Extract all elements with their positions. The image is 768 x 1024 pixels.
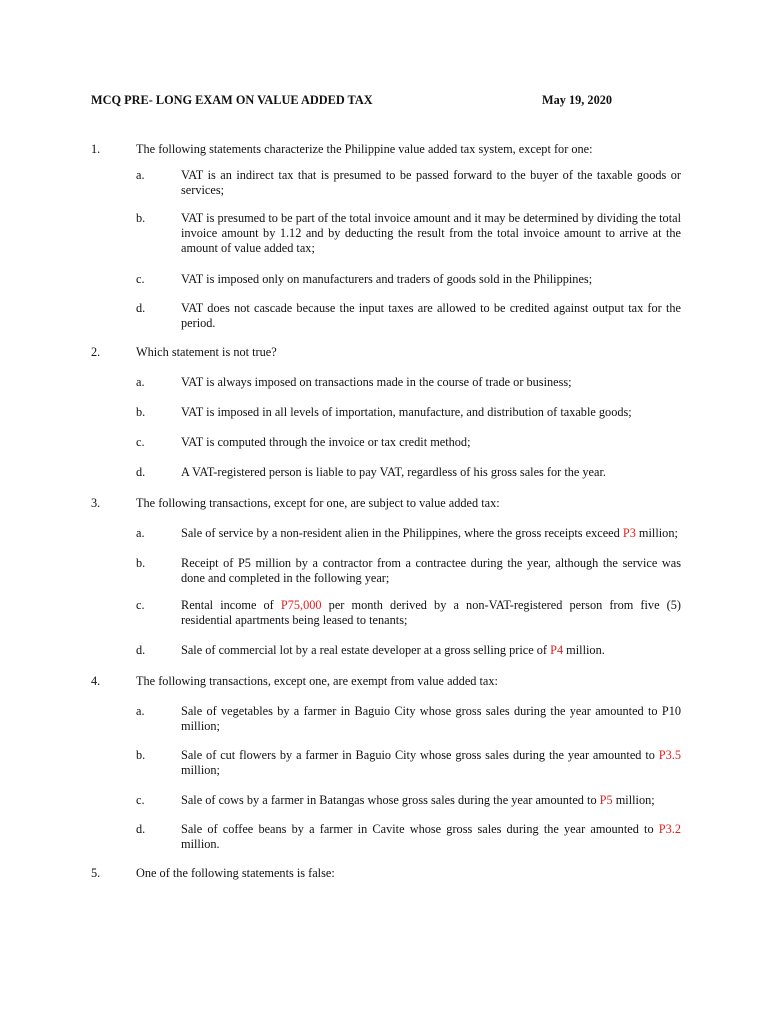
option-text: Receipt of P5 million by a contractor from a contractee during the year, although the service was done and completed in the following year; (181, 556, 681, 585)
option-label: c. (136, 272, 145, 286)
option-text: VAT is always imposed on transactions made in the course of trade or business; (181, 375, 572, 389)
exam-title: MCQ PRE- LONG EXAM ON VALUE ADDED TAX (91, 93, 373, 107)
question-number: 1. (91, 142, 101, 156)
option-text: VAT is imposed only on manufacturers and traders of goods sold in the Philippines; (181, 272, 593, 286)
option-label: d. (136, 465, 146, 479)
highlighted-amount: P3 (622, 526, 636, 540)
highlighted-amount: P5 (599, 793, 613, 807)
option-text: Sale of service by a non-resident alien in the Philippines, where the gross receipts exceed P3 million; (181, 526, 678, 540)
option-label: c. (136, 793, 145, 807)
option-text: VAT is imposed in all levels of importation, manufacture, and distribution of taxable goods; (181, 405, 632, 419)
highlighted-amount: P75,000 (280, 598, 322, 612)
option-text: Rental income of P75,000 per month derived by a non-VAT-registered person from five (5) residential apartments being leased to tenants; (181, 598, 681, 627)
question-number: 3. (91, 496, 101, 510)
option-text: VAT is an indirect tax that is presumed to be passed forward to the buyer of the taxable goods or services; (181, 168, 681, 197)
option-text: Sale of commercial lot by a real estate developer at a gross selling price of P4 million. (181, 643, 605, 657)
exam-date: May 19, 2020 (542, 93, 613, 107)
option-label: a. (136, 168, 145, 182)
exam-header (91, 93, 671, 108)
question-number: 5. (91, 866, 101, 880)
option-label: a. (136, 375, 145, 389)
option-text: VAT does not cascade because the input taxes are allowed to be credited against output tax for the period. (181, 301, 681, 330)
option-text: Sale of vegetables by a farmer in Baguio City whose gross sales during the year amounted to P10 million; (181, 704, 681, 733)
option-text: VAT is presumed to be part of the total invoice amount and it may be determined by dividing the total invoice amount by 1.12 and by deducting the result from the total invoice amount to arrive at the amount of value added tax; (181, 211, 681, 255)
option-label: b. (136, 556, 146, 570)
question-text: The following statements characterize the Philippine value added tax system, except for one: (136, 142, 593, 156)
option-text: Sale of cows by a farmer in Batangas whose gross sales during the year amounted to P5 million; (181, 793, 655, 807)
highlighted-amount: P3.2 (658, 822, 681, 836)
option-label: b. (136, 405, 146, 419)
option-label: b. (136, 748, 146, 762)
option-label: d. (136, 643, 146, 657)
option-label: b. (136, 211, 146, 225)
option-label: d. (136, 301, 146, 315)
question-number: 2. (91, 345, 101, 359)
option-label: a. (136, 704, 145, 718)
option-label: c. (136, 598, 145, 612)
question-text: One of the following statements is false: (136, 866, 335, 880)
highlighted-amount: P4 (550, 643, 564, 657)
option-label: c. (136, 435, 145, 449)
question-text: The following transactions, except one, are exempt from value added tax: (136, 674, 498, 688)
question-number: 4. (91, 674, 101, 688)
option-label: a. (136, 526, 145, 540)
option-text: Sale of cut flowers by a farmer in Baguio City whose gross sales during the year amounted to P3.5 million; (181, 748, 681, 777)
option-text: VAT is computed through the invoice or tax credit method; (181, 435, 471, 449)
option-text: A VAT-registered person is liable to pay VAT, regardless of his gross sales for the year. (181, 465, 606, 479)
highlighted-amount: P3.5 (658, 748, 681, 762)
option-text: Sale of coffee beans by a farmer in Cavite whose gross sales during the year amounted to P3.2 million. (181, 822, 681, 851)
question-text: Which statement is not true? (136, 345, 277, 359)
option-label: d. (136, 822, 146, 836)
question-text: The following transactions, except for one, are subject to value added tax: (136, 496, 500, 510)
